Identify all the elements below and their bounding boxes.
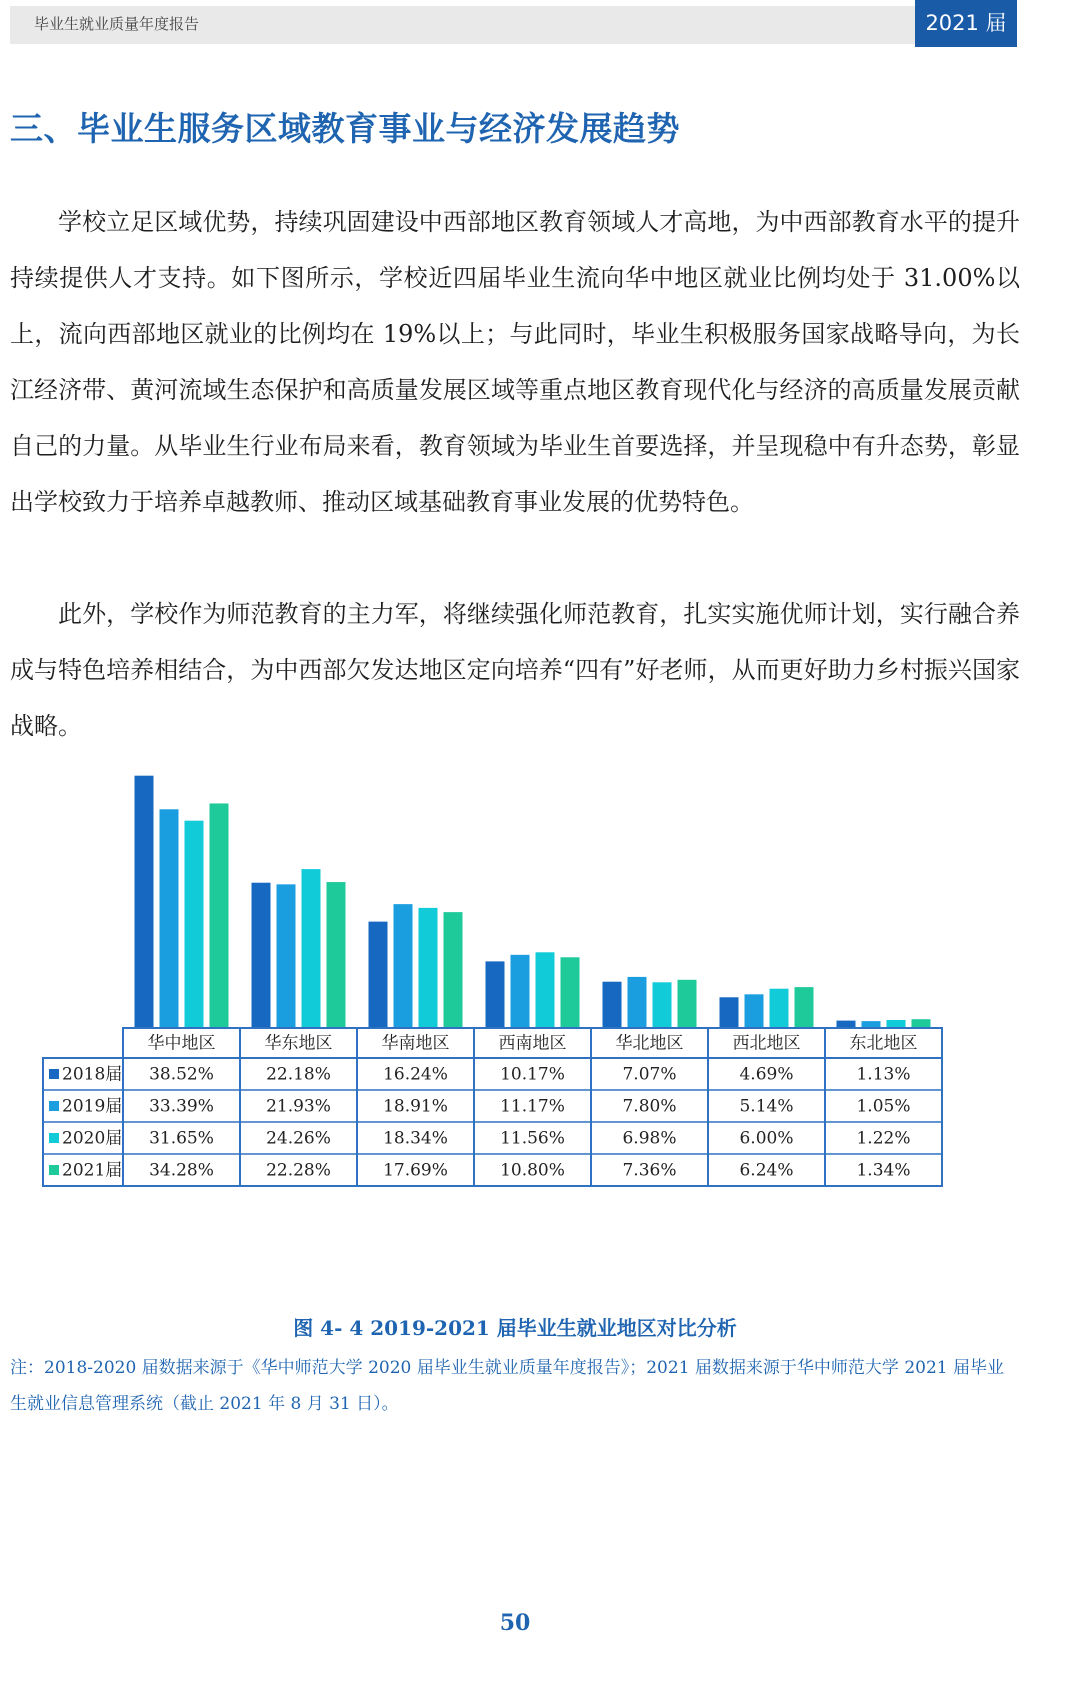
bar-2021届-西北地区 [795, 987, 814, 1028]
data-label: 7.80% [622, 1096, 677, 1117]
page-number: 50 [499, 1610, 531, 1636]
data-label: 18.34% [383, 1128, 448, 1149]
legend-label: 2020届 [62, 1128, 123, 1149]
bar-2019届-东北地区 [862, 1021, 881, 1028]
category-label: 西北地区 [732, 1033, 801, 1054]
bar-2020届-华中地区 [185, 821, 204, 1028]
category-label: 东北地区 [849, 1033, 918, 1054]
bar-2020届-华东地区 [302, 869, 321, 1028]
data-label: 5.14% [739, 1096, 794, 1117]
legend-label: 2019届 [62, 1096, 123, 1117]
data-label: 1.13% [856, 1064, 911, 1085]
category-label: 西南地区 [498, 1033, 567, 1054]
bar-2020届-华北地区 [653, 982, 672, 1028]
legend-label: 2018届 [62, 1064, 123, 1085]
data-label: 10.17% [500, 1064, 565, 1085]
category-label: 华南地区 [381, 1033, 450, 1054]
legend-swatch-2021届 [49, 1165, 59, 1175]
data-label: 38.52% [149, 1064, 214, 1085]
bar-2018届-西北地区 [720, 997, 739, 1028]
category-label: 华中地区 [147, 1033, 216, 1054]
bar-2020届-华南地区 [419, 908, 438, 1028]
legend-swatch-2019届 [49, 1101, 59, 1111]
data-label: 6.00% [739, 1128, 794, 1149]
legend-swatch-2018届 [49, 1069, 59, 1079]
header-year-badge: 2021 届 [915, 0, 1017, 47]
data-label: 7.07% [622, 1064, 677, 1085]
bar-2019届-西南地区 [511, 955, 530, 1028]
body-paragraph [10, 194, 1020, 530]
bar-2021届-西南地区 [561, 957, 580, 1028]
bar-2019届-华南地区 [394, 904, 413, 1028]
data-label: 6.24% [739, 1160, 794, 1181]
bar-2021届-东北地区 [912, 1019, 931, 1028]
data-label: 16.24% [383, 1064, 448, 1085]
data-label: 22.18% [266, 1064, 331, 1085]
category-label: 华东地区 [264, 1033, 333, 1054]
legend-label: 2021届 [62, 1160, 123, 1181]
category-label: 华北地区 [615, 1033, 684, 1054]
bar-2018届-华东地区 [252, 883, 271, 1028]
body-paragraph [10, 586, 1020, 754]
data-label: 11.56% [500, 1128, 565, 1149]
bar-2019届-华东地区 [277, 884, 296, 1028]
bar-2021届-华中地区 [210, 803, 229, 1028]
data-label: 17.69% [383, 1160, 448, 1181]
data-label: 34.28% [149, 1160, 214, 1181]
bar-2021届-华南地区 [444, 912, 463, 1028]
data-label: 6.98% [622, 1128, 677, 1149]
data-label: 24.26% [266, 1128, 331, 1149]
bar-2019届-华中地区 [160, 809, 179, 1028]
bar-2019届-西北地区 [745, 994, 764, 1028]
section-title: 三、毕业生服务区域教育事业与经济发展趋势 [10, 109, 680, 148]
bar-2018届-东北地区 [837, 1021, 856, 1028]
bar-2020届-西北地区 [770, 989, 789, 1028]
legend-swatch-2020届 [49, 1133, 59, 1143]
bar-2020届-东北地区 [887, 1020, 906, 1028]
bar-2021届-华东地区 [327, 882, 346, 1028]
data-label: 7.36% [622, 1160, 677, 1181]
data-label: 18.91% [383, 1096, 448, 1117]
data-label: 21.93% [266, 1096, 331, 1117]
paragraph-text: 学校立足区域优势，持续巩固建设中西部地区教育领域人才高地，为中西部教育水平的提升持续提供人才支持。如下图所示，学校近四届毕业生流向华中地区就业比例均处于 31.00%以上，流向西部地区就业的比例均在 19%以上；与此同时，毕业生积极服务国家战略导向，为长江经济带、黄河流域生态保护和高质量发展区域等重点地区教育现代化与经济的高质量发展贡献自己的力量。从毕业生行业布局来看，教育领域为毕业生首要选择，并呈现稳中有升态势，彰显出学校致力于培养卓越教师、推动区域基础教育事业发展的优势特色。 [10, 208, 1020, 516]
paragraph-text: 此外，学校作为师范教育的主力军，将继续强化师范教育，扎实实施优师计划，实行融合养成与特色培养相结合，为中西部欠发达地区定向培养“四有”好老师，从而更好助力乡村振兴国家战略。 [10, 600, 1020, 740]
data-label: 10.80% [500, 1160, 565, 1181]
data-label: 22.28% [266, 1160, 331, 1181]
data-label: 1.05% [856, 1096, 911, 1117]
bar-2018届-华中地区 [135, 776, 154, 1028]
data-label: 31.65% [149, 1128, 214, 1149]
bar-2018届-华北地区 [603, 982, 622, 1028]
data-label: 1.34% [856, 1160, 911, 1181]
region-employment-chart [0, 760, 1030, 1300]
figure-note: 注：2018-2020 届数据来源于《华中师范大学 2020 届毕业生就业质量年度报告》；2021 届数据来源于华中师范大学 2021 届毕业生就业信息管理系统（截止 2021 年 8 月 31 日）。 [10, 1358, 1004, 1414]
bar-2018届-华南地区 [369, 922, 388, 1028]
data-label: 4.69% [739, 1064, 794, 1085]
header-title: 毕业生就业质量年度报告 [34, 15, 200, 33]
bar-2018届-西南地区 [486, 961, 505, 1028]
figure-caption: 图 4- 4 2019-2021 届毕业生就业地区对比分析 [293, 1316, 737, 1340]
data-label: 33.39% [149, 1096, 214, 1117]
bar-2020届-西南地区 [536, 952, 555, 1028]
bar-2019届-华北地区 [628, 977, 647, 1028]
data-label: 1.22% [856, 1128, 911, 1149]
bar-2021届-华北地区 [678, 980, 697, 1028]
data-label: 11.17% [500, 1096, 565, 1117]
